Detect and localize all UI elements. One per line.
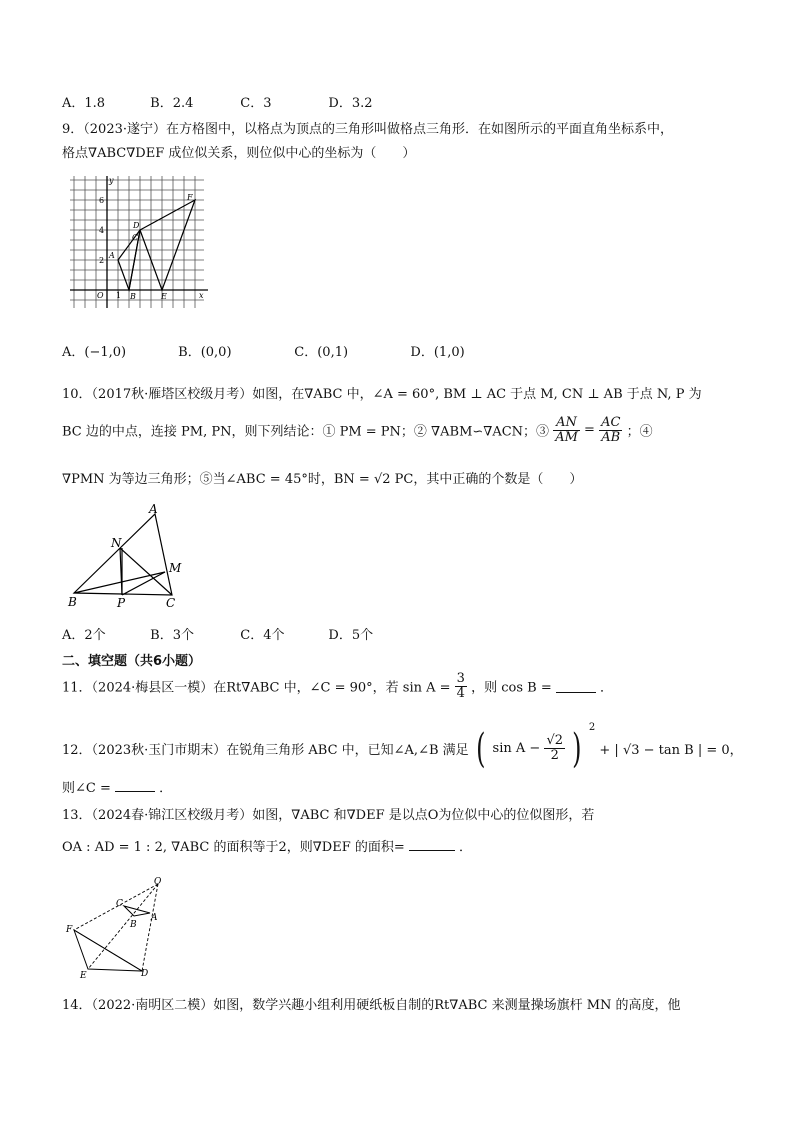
q13-label-o: O: [154, 877, 162, 887]
q11-end: ．: [600, 680, 614, 696]
q13-label-f: F: [66, 925, 73, 935]
q10-option-c: C．4个: [240, 628, 285, 643]
q13-line2-text: OA : AD = 1 : 2, ∇ABC 的面积等于2，则∇DEF 的面积=: [62, 840, 405, 855]
q10-label-b: B: [68, 595, 77, 609]
q9-label-x: x: [199, 291, 204, 300]
q13-stem-line1: 13．（2024春·锦江区校级月考）如图，∇ABC 和∇DEF 是以点O为位似中心的位似图形，若: [62, 808, 595, 823]
q12-right-paren: ): [572, 725, 582, 772]
q12-text-a: 12．（2023秋·玉门市期末）在锐角三角形 ABC 中，已知∠A,∠B 满足: [62, 743, 469, 758]
q11-fraction: [455, 672, 467, 700]
q10-label-n: N: [111, 536, 122, 550]
q12-left-paren: (: [475, 725, 486, 772]
q10-equals: =: [584, 422, 595, 438]
q10-options: [62, 624, 373, 643]
q8-option-a: A．1.8: [62, 96, 106, 111]
q12-inner: sin A −: [492, 741, 541, 756]
q9-option-c: C．(0,1): [294, 345, 349, 360]
q11-frac-num: 3: [456, 671, 465, 686]
q12-line2: [62, 777, 172, 796]
q13-end: ．: [459, 840, 473, 855]
q9-label-c: C: [132, 233, 139, 242]
q9-grid-figure: [62, 172, 212, 314]
q12-text-b: + | √3 − tan B | = 0，: [599, 743, 743, 758]
q9-label-f: F: [187, 193, 193, 202]
q10-fraction-an-am: [553, 416, 580, 444]
q10-label-a: A: [149, 502, 158, 516]
q12-frac-den: 2: [550, 748, 559, 763]
q13-label-c: C: [116, 899, 123, 909]
q12-frac-num: √2: [546, 733, 563, 749]
q12-exponent: 2: [588, 722, 596, 733]
section-heading-fill-in: 二、填空题（共6小题）: [62, 654, 202, 669]
q10-line2-tail: ；④: [626, 424, 653, 440]
q10-line2-text: BC 边的中点，连接 PM, PN，则下列结论：① PM = PN；② ∇ABM∽∇ACN；③: [62, 424, 550, 440]
q9-label-y: y: [109, 176, 114, 185]
q11-text-b: ，则 cos B =: [471, 680, 552, 696]
q10-option-d: D．5个: [328, 628, 374, 643]
q9-option-b: B．(0,0): [178, 345, 232, 360]
q9-label-b: B: [130, 292, 136, 301]
q11-frac-den: 4: [456, 685, 465, 701]
q8-option-b: B．2.4: [150, 96, 194, 111]
q12-line2-text: 则∠C =: [62, 781, 111, 796]
q12-answer-blank[interactable]: [115, 779, 155, 792]
q9-label-2: 2: [99, 256, 105, 265]
q14-stem-line1: 14．（2022·南明区二模）如图，数学兴趣小组利用硬纸板自制的Rt∇ABC 来测量操场旗杆 MN 的高度，他: [62, 998, 681, 1013]
q13-label-a: A: [151, 913, 158, 923]
q10-option-b: B．3个: [150, 628, 194, 643]
q11-answer-blank[interactable]: [556, 680, 596, 693]
q10-stem-line1: 10．（2017秋·雁塔区校级月考）如图，在∇ABC 中，∠A = 60°, BM ⊥ AC 于点 M, CN ⊥ AB 于点 N, P 为: [62, 387, 702, 402]
q9-label-d: D: [133, 221, 140, 230]
q9-options: [62, 341, 465, 360]
q9-option-d: D．(1,0): [410, 345, 465, 360]
q10-label-c: C: [166, 596, 176, 610]
q9-label-a: A: [109, 251, 115, 260]
q9-option-a: A．(−1,0): [62, 345, 127, 360]
q13-stem-line2: [62, 836, 472, 855]
q9-label-o: O: [97, 291, 104, 300]
q13-homothety-figure: [62, 872, 182, 982]
q10-label-m: M: [169, 561, 182, 575]
q12-fraction: [544, 734, 565, 762]
q12-stem: [62, 722, 743, 772]
q9-label-1: 1: [116, 291, 122, 300]
q8-options: [62, 92, 373, 111]
q9-label-4: 4: [99, 226, 105, 235]
q10-option-a: A．2个: [62, 628, 106, 643]
q11-stem: [62, 672, 613, 700]
q9-stem-line1: 9．（2023·遂宁）在方格图中，以格点为顶点的三角形叫做格点三角形．在如图所示的平面直角坐标系中，: [62, 122, 673, 137]
q8-option-c: C．3: [240, 96, 272, 111]
q9-label-6: 6: [99, 196, 105, 205]
q8-option-d: D．3.2: [328, 96, 373, 111]
q10-frac2-den: AB: [601, 429, 621, 445]
q10-label-p: P: [117, 596, 126, 610]
q13-label-e: E: [80, 971, 87, 981]
q9-stem-line2: 格点∇ABC∇DEF 成位似关系，则位似中心的坐标为（ ）: [62, 146, 416, 161]
q12-end: ．: [159, 781, 173, 796]
q11-text-a: 11．（2024·梅县区一模）在Rt∇ABC 中，∠C = 90°，若 sin A =: [62, 680, 451, 696]
q9-label-e: E: [161, 292, 167, 301]
q10-frac2-num: AC: [601, 415, 621, 430]
q10-triangle-figure: [62, 500, 192, 612]
q10-frac1-den: AM: [555, 429, 578, 445]
q13-label-b: B: [130, 920, 137, 930]
q10-stem-line2: [62, 416, 653, 444]
q13-answer-blank[interactable]: [409, 838, 455, 851]
q10-frac1-num: AN: [553, 416, 580, 431]
q13-label-d: D: [141, 969, 149, 979]
q10-fraction-ac-ab: [599, 416, 622, 444]
q10-stem-line3: ∇PMN 为等边三角形；⑤当∠ABC = 45°时，BN = √2 PC，其中正确的个数是（ ）: [62, 472, 583, 487]
